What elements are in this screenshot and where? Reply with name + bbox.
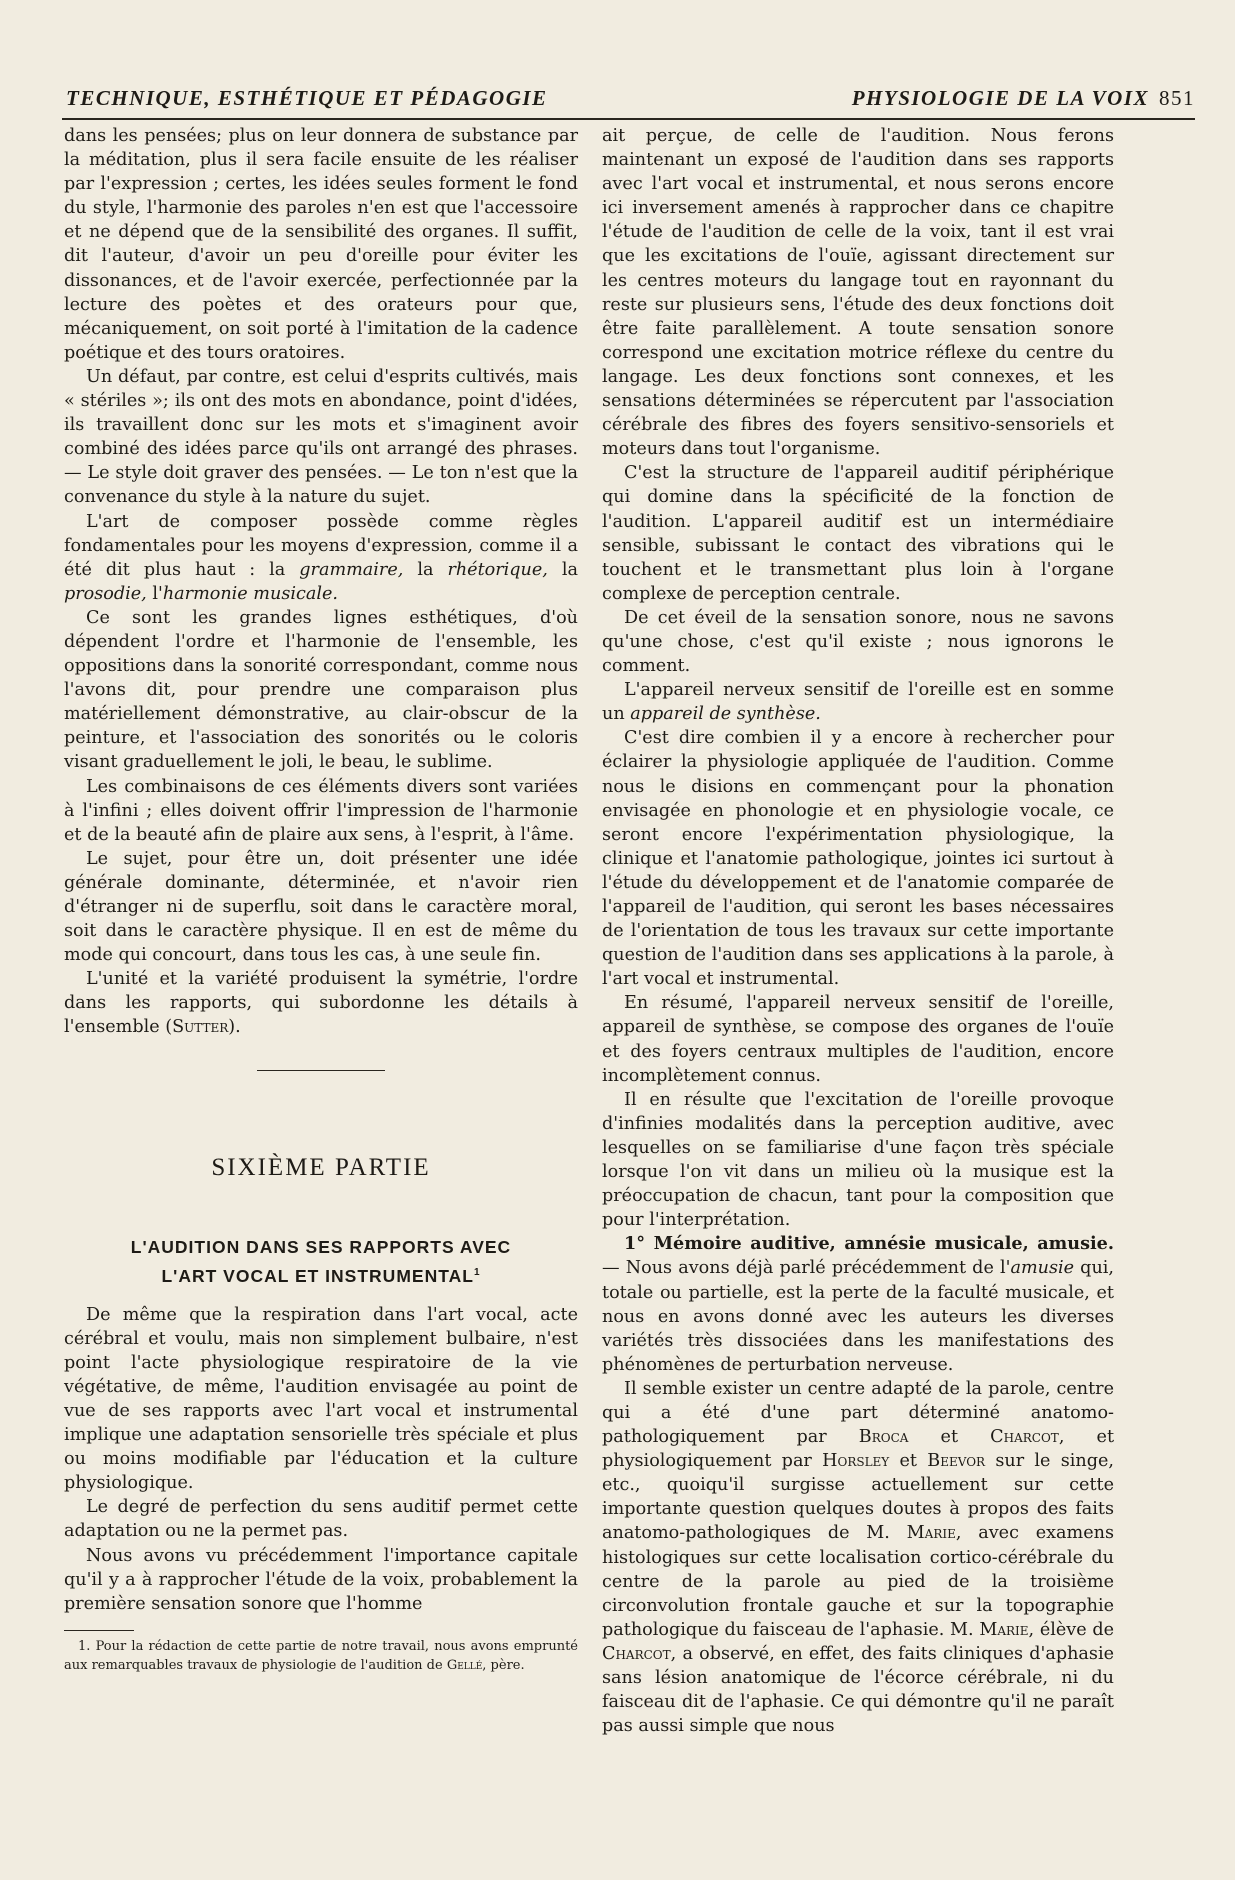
paragraph: Le degré de perfection du sens auditif permet cette adaptation ou ne la permet pas. (64, 1497, 578, 1542)
paragraph: ait perçue, de celle de l'audition. Nous ferons maintenant un exposé de l'audition dans ses rapports avec l'art vocal et instrumental, et nous serons encore ici inversement amenés à rapprocher dans ce chapitre l'étude de l'audition de celle de la voix, tant il est vrai que les excitations de l'ouïe, agissant directement sur les centres moteurs du langage tout en rayonnant du reste sur plusieurs sens, l'étude des deux fonctions doit être faite parallèlement. A toute sensation sonore correspond une excitation motrice réflexe du centre du langage. Les deux fonctions sont connexes, et les sensations déterminées se répercutent par l'association cérébrale des fibres des foyers sensitivo-sensoriels et moteurs dans tout l'organisme. (602, 126, 1114, 460)
paragraph: L'appareil nerveux sensitif de l'oreille est en somme un appareil de synthèse. (602, 680, 1114, 725)
paragraph: Le sujet, pour être un, doit présenter une idée générale dominante, déterminée, et n'avoir rien d'étranger ni de superflu, soit dans le caractère moral, soit dans le caractère physique. Il en est de même du mode qui concourt, dans tous les cas, à une seule fin. (64, 848, 578, 966)
paragraph: L'art de composer possède comme règles fondamentales pour les moyens d'expression, comme il a été dit plus haut : la grammaire, la rhétorique, la prosodie, l'harmonie musicale. (64, 511, 578, 604)
footnote-rule (64, 1630, 134, 1631)
footnote-mark: 1 (473, 1266, 481, 1278)
paragraph: Nous avons vu précédemment l'importance capitale qu'il y a à rapprocher l'étude de la voix, probablement la première sensation sonore que l'homme (64, 1545, 578, 1614)
paragraph: De même que la respiration dans l'art vocal, acte cérébral et voulu, mais non simplement bulbaire, n'est point l'acte physiologique respiratoire de la vie végétative, de même, l'audition envisagée au point de vue de ses rapports avec l'art vocal et instrumental implique une adaptation sensorielle très spéciale et plus ou moins modifiable par l'éducation et la culture physiologique. (64, 1304, 578, 1494)
footnote: 1. Pour la rédaction de cette partie de notre travail, nous avons emprunté aux remarquables travaux de physiologie de l'audition de Gellé, père. (64, 1638, 578, 1673)
term-grammaire: grammaire, (299, 559, 404, 580)
term-harmonie: harmonie musicale. (162, 583, 338, 604)
header-left-title: TECHNIQUE, ESTHÉTIQUE ET PÉDAGOGIE (66, 86, 548, 110)
section-title-line1: L'AUDITION DANS SES RAPPORTS AVEC (130, 1236, 512, 1257)
term-rhetorique: rhétorique, (447, 559, 548, 580)
author-name: Sutter (172, 1017, 229, 1038)
left-column (64, 124, 578, 1675)
paragraph: C'est dire combien il y a encore à rechercher pour éclairer la physiologie appliquée de l'audition. Comme nous le disions en commençant pour la phonation envisagée en phonologie et en physiologie vocale, ce seront encore l'expérimentation physiologique, la clinique et l'anatomie pathologique, jointes ici surtout à l'étude du développement et de l'anatomie comparée de l'appareil de l'audition, qui seront les bases nécessaires de l'orientation de tous les travaux sur cette importante question de l'audition dans ses applications à la parole, à l'art vocal et instrumental. (602, 728, 1114, 990)
subsection-heading: 1° Mémoire auditive, amnésie musicale, amusie. (624, 1233, 1114, 1255)
paragraph: Un défaut, par contre, est celui d'esprits cultivés, mais « stériles »; ils ont des mots en abondance, point d'idées, ils travaillent donc sur les mots et s'imaginent avoir combiné des idées parce qu'ils ont arrangé des phrases. — Le style doit graver des pensées. — Le ton n'est que la convenance du style à la nature du sujet. (64, 366, 578, 508)
page-number: 851 (1159, 86, 1195, 110)
paragraph: Il en résulte que l'excitation de l'oreille provoque d'infinies modalités dans la perception auditive, avec lesquelles on se familiarise d'une façon très spéciale lorsque l'on vit dans un milieu où la musique est la préoccupation de chacun, tant pour la composition que pour l'interprétation. (602, 1089, 1114, 1231)
subsection-paragraph: 1° Mémoire auditive, amnésie musicale, amusie. — Nous avons déjà parlé précédemment de l'amusie qui, totale ou partielle, est la perte de la faculté musicale, et nous en avons donné avec les auteurs les diverses variétés très dissociées dans les manifestations des phénomènes de perturbation nerveuse. (602, 1233, 1114, 1375)
paragraph: dans les pensées; plus on leur donnera de substance par la méditation, plus il sera facile ensuite de les réaliser par l'expression ; certes, les idées seules forment le fond du style, l'harmonie des paroles n'en est que l'accessoire et ne dépend que de la sensibilité des organes. Il suffit, dit l'auteur, d'avoir un peu d'oreille pour éviter les dissonances, et de l'avoir exercée, perfectionnée par la lecture des poètes et des orateurs pour que, mécaniquement, on soit porté à l'imitation de la cadence poétique et des tours oratoires. (64, 126, 578, 363)
header-right-title: PHYSIOLOGIE DE LA VOIX (851, 86, 1149, 110)
paragraph: L'unité et la variété produisent la symétrie, l'ordre dans les rapports, qui subordonne les détails à l'ensemble (Sutter). (64, 969, 578, 1038)
running-header (66, 86, 1195, 112)
section-title (64, 1233, 578, 1291)
part-title: SIXIÈME PARTIE (211, 1153, 431, 1181)
right-column (602, 124, 1114, 1738)
term-prosodie: prosodie, (64, 583, 147, 604)
section-title-line2: L'ART VOCAL ET INSTRUMENTAL$^1$ (161, 1265, 481, 1286)
paragraph: De cet éveil de la sensation sonore, nous ne savons qu'une chose, c'est qu'il existe ; nous ignorons le comment. (602, 607, 1114, 677)
paragraph: Il semble exister un centre adapté de la parole, centre qui a été d'une part déterminé anatomo-pathologiquement par Broca et Charcot, et physiologiquement par Horsley et Beevor sur le singe, etc., quoiqu'il surgisse actuellement sur cette importante question quelques doutes à propos des faits anatomo-pathologiques de M. Marie, avec examens histologiques sur cette localisation cortico-cérébrale du centre de la parole au pied de la troisième circonvolution frontale gauche et sur la topographie pathologique du faisceau de l'aphasie. M. Marie, élève de Charcot, a observé, en effet, des faits cliniques d'aphasie sans lésion anatomique de l'écorce cérébrale, ni du faisceau dit de l'aphasie. Ce qui démontre qu'il ne paraît pas aussi simple que nous (602, 1378, 1115, 1737)
section-separator (257, 1070, 385, 1071)
paragraph: Ce sont les grandes lignes esthétiques, d'où dépendent l'ordre et l'harmonie de l'ensemble, les oppositions dans la sonorité correspondant, comme nous l'avons dit, pour prendre une comparaison plus matériellement démonstrative, au clair-obscur de la peinture, et l'association des sonorités ou le coloris visant graduellement le joli, le beau, le sublime. (64, 607, 578, 773)
header-rule (62, 118, 1195, 120)
paragraph: C'est la structure de l'appareil auditif périphérique qui domine dans la spécificité de la fonction de l'audition. L'appareil auditif est un intermédiaire sensible, subissant le contact des vibrations qui le touchent et le transmettant plus loin à l'organe complexe de perception centrale. (602, 463, 1114, 604)
paragraph: En résumé, l'appareil nerveux sensitif de l'oreille, appareil de synthèse, se compose des organes de l'ouïe et des foyers centraux multiples de l'audition, encore incomplètement connus. (602, 993, 1114, 1086)
paragraph: Les combinaisons de ces éléments divers sont variées à l'infini ; elles doivent offrir l'impression de l'harmonie et de la beauté afin de plaire aux sens, à l'esprit, à l'âme. (64, 776, 578, 845)
